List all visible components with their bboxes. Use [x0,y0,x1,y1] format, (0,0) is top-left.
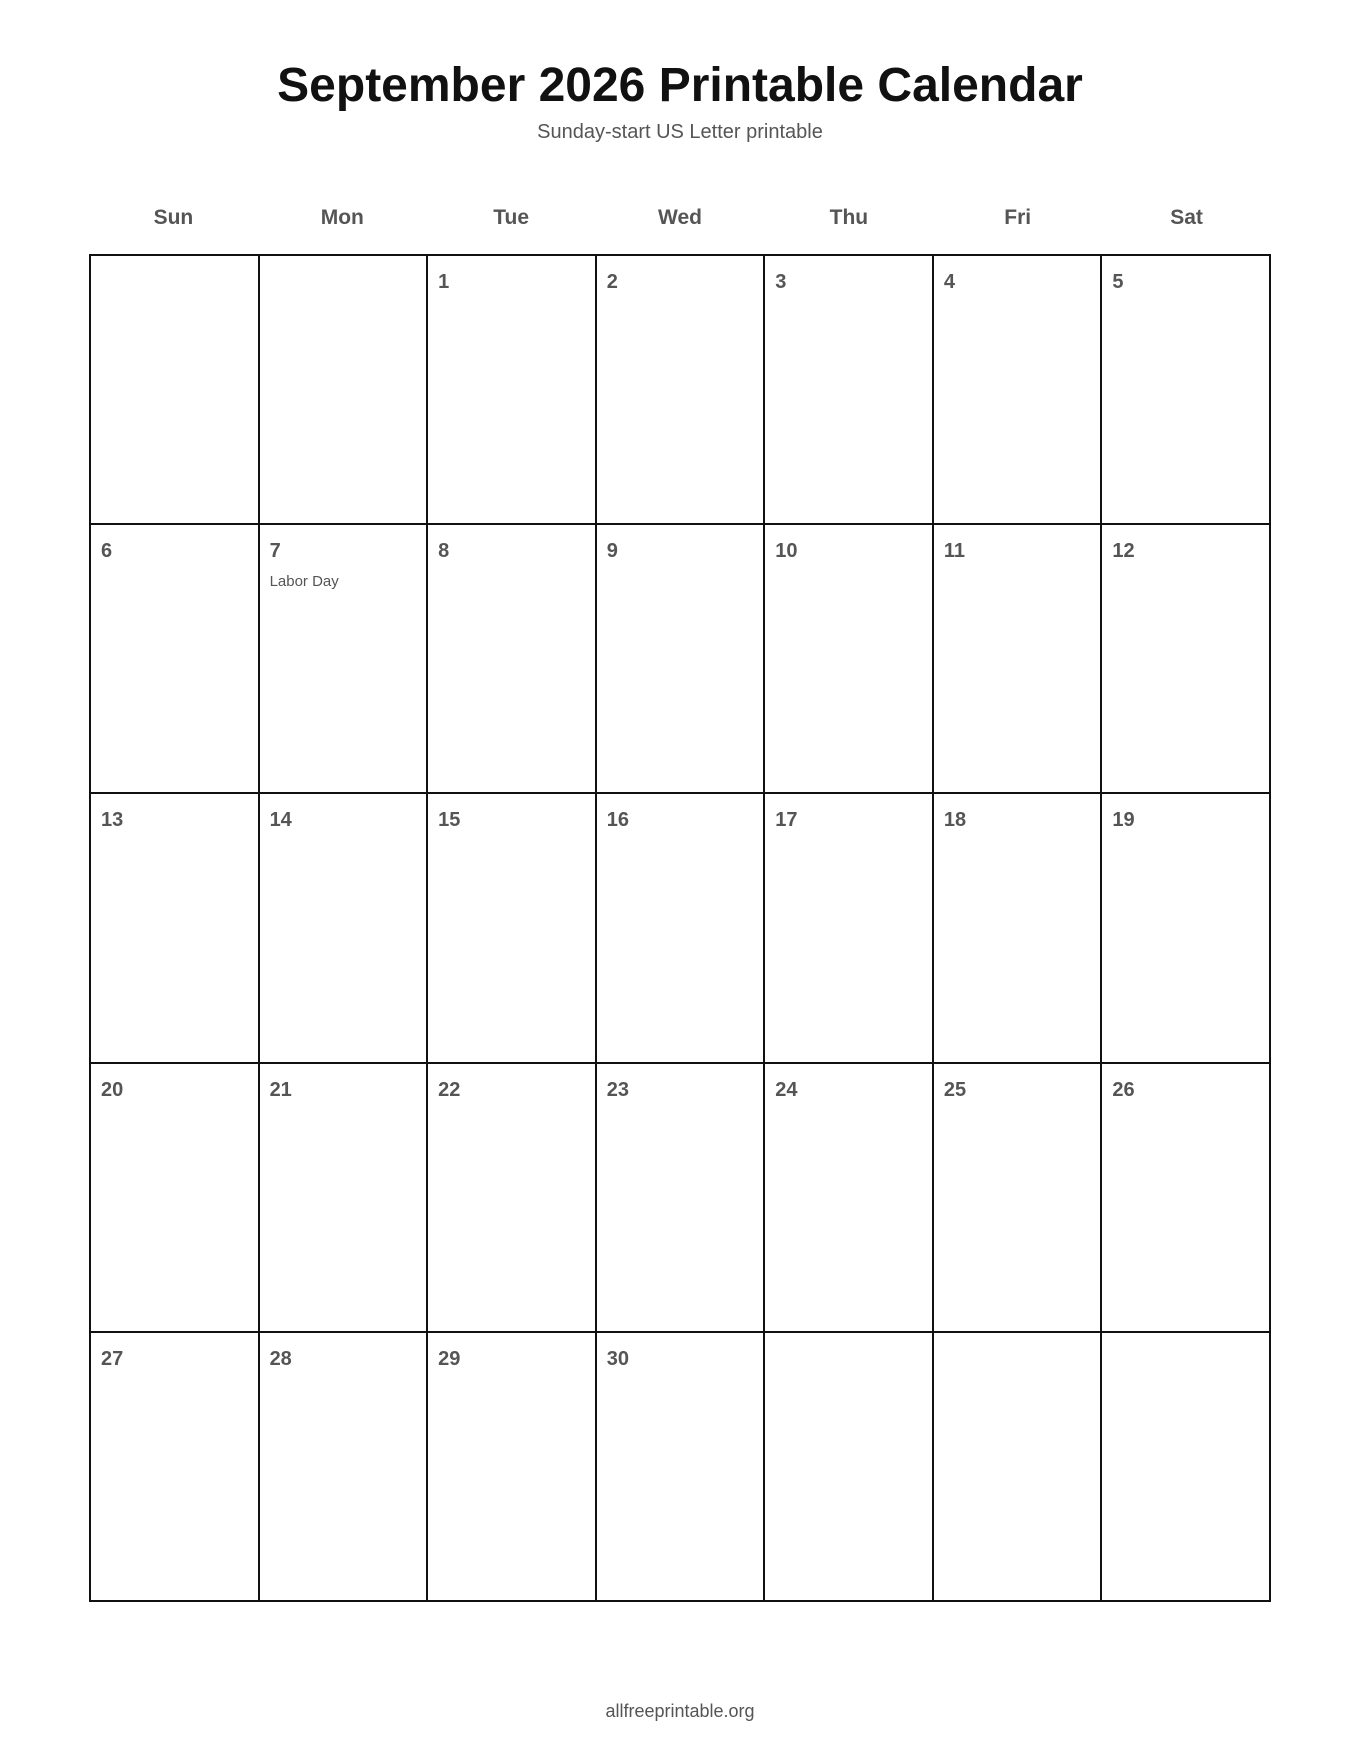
day-number: 1 [438,271,450,293]
day-cell [597,1064,766,1333]
footer-site: allfreeprintable.org [605,1701,755,1721]
day-cell [260,1064,429,1333]
day-cell [91,1333,260,1602]
weekday-header-row [89,204,1271,232]
day-number: 20 [101,1078,124,1101]
weekday-sat: Sat [1170,206,1203,229]
day-cell [428,1064,597,1333]
day-cell [597,525,766,794]
holiday-label: Labor Day [269,573,339,591]
day-cell [91,525,260,794]
day-cell [91,794,260,1063]
day-cell [91,1064,260,1333]
day-cell [1102,794,1271,1063]
day-number: 7 [269,540,281,563]
day-number: 17 [775,809,798,832]
weekday-wed: Wed [658,206,702,229]
day-number: 27 [101,1347,124,1370]
day-cell [934,1064,1103,1333]
day-cell [765,256,934,525]
day-number: 5 [1112,271,1124,293]
day-number: 10 [775,540,798,563]
day-number: 14 [269,809,292,832]
day-number: 11 [943,540,965,563]
day-cell [428,525,597,794]
day-number: 13 [101,809,124,832]
day-number: 12 [1112,540,1135,563]
day-cell [260,525,429,794]
day-number: 6 [101,540,113,563]
day-cell [428,1333,597,1602]
day-cell [765,525,934,794]
day-cell [765,1064,934,1333]
day-number: 19 [1112,809,1135,832]
day-number: 4 [943,271,955,293]
day-cell [260,256,429,525]
day-cell [260,794,429,1063]
day-cell [1102,256,1271,525]
day-number: 9 [606,540,618,563]
day-number: 26 [1112,1078,1135,1101]
calendar-grid [89,254,1271,1602]
day-cell [934,794,1103,1063]
day-number: 24 [775,1078,798,1101]
day-cell [765,1333,934,1602]
day-cell [428,794,597,1063]
day-cell [597,794,766,1063]
day-number: 22 [438,1078,461,1101]
day-number: 3 [775,271,787,293]
day-cell [597,1333,766,1602]
day-cell [765,794,934,1063]
day-number: 16 [606,809,629,832]
day-cell [934,1333,1103,1602]
day-number: 21 [269,1078,292,1101]
day-number: 28 [269,1347,292,1370]
day-cell [934,256,1103,525]
day-number: 15 [438,809,461,832]
day-cell [934,525,1103,794]
day-cell [260,1333,429,1602]
day-cell [1102,1333,1271,1602]
weekday-mon: Mon [320,206,364,229]
weekday-tue: Tue [493,206,530,229]
day-cell [597,256,766,525]
day-cell [91,256,260,525]
day-number: 30 [606,1347,629,1370]
day-cell [1102,1064,1271,1333]
day-number: 25 [943,1078,967,1101]
day-number: 2 [606,271,618,293]
day-number: 18 [943,809,967,832]
weekday-thu: Thu [829,206,869,229]
weekday-sun: Sun [153,206,194,229]
day-number: 8 [438,540,450,563]
weekday-fri: Fri [1004,206,1032,229]
day-cell [1102,525,1271,794]
calendar-title: September 2026 Printable Calendar [277,59,1083,112]
day-number: 29 [438,1347,461,1370]
calendar-subtitle: Sunday-start US Letter printable [537,121,823,143]
day-cell [428,256,597,525]
day-number: 23 [606,1078,629,1101]
